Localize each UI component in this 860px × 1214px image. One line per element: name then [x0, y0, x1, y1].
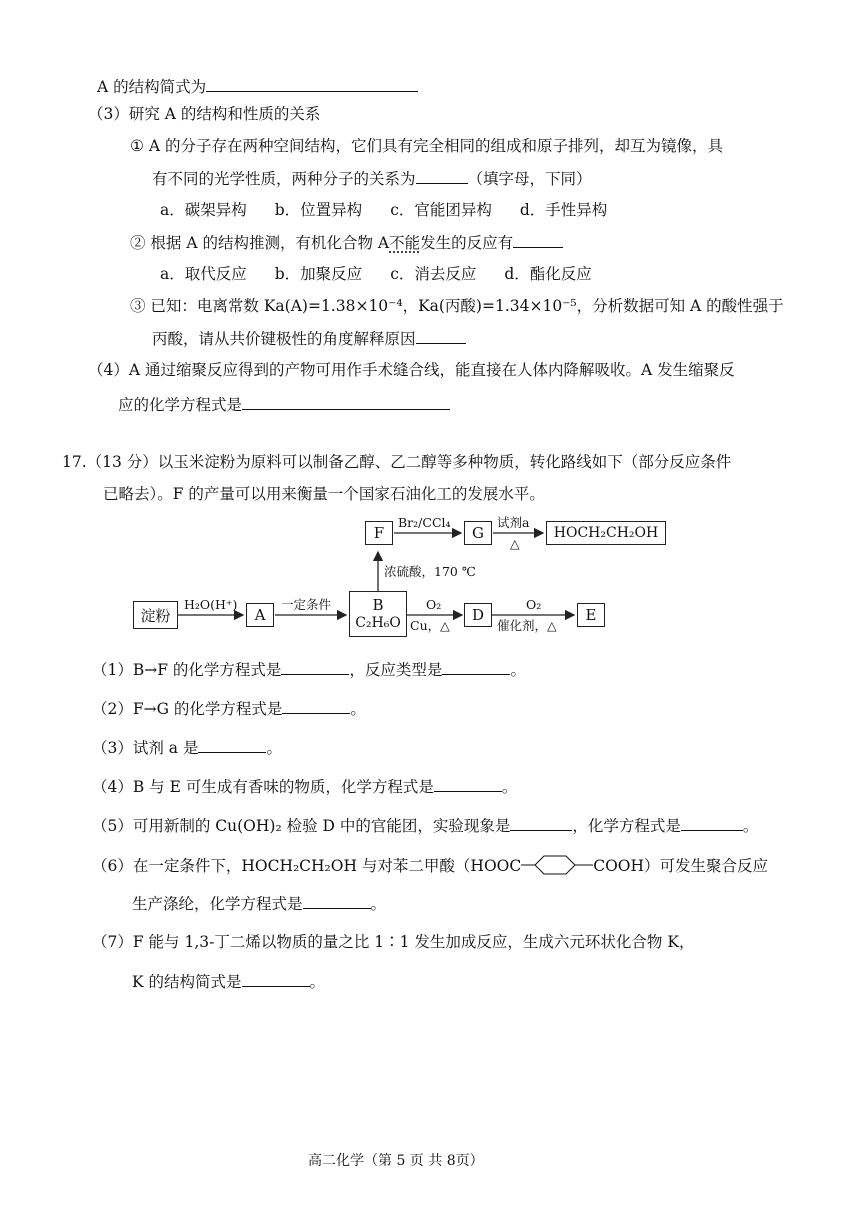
q17-2: （2）F→G 的化学方程式是 。 [92, 700, 366, 718]
answer-blank [303, 893, 371, 909]
answer-blank [442, 659, 510, 675]
q4-line2: 应的化学方程式是 [118, 394, 450, 415]
box-b: B C₂H₆O [349, 591, 407, 637]
label-catalyst: 催化剂，△ [497, 618, 557, 633]
answer-blank [198, 737, 266, 753]
q17-1: （1）B→F 的化学方程式是 ，反应类型是 。 [92, 661, 526, 679]
label-condition: 一定条件 [281, 597, 332, 612]
q17-6-line2: 生产涤纶，化学方程式是 。 [132, 895, 387, 913]
label-h2so4: 浓硫酸，170 ℃ [384, 564, 476, 579]
page-footer: 高二化学（第 5 页 共 8页） [308, 1153, 484, 1169]
benzene-ring-icon [521, 854, 593, 876]
box-d: D [464, 603, 492, 627]
label-o2-1: O₂ [426, 597, 442, 612]
q17-3: （3）试剂 a 是 。 [92, 739, 282, 757]
q17-4: （4）B 与 E 可生成有香味的物质，化学方程式是 。 [92, 778, 518, 796]
q17-intro-line2: 已略去）。F 的产量可以用来衡量一个国家石油化工的发展水平。 [103, 485, 545, 503]
q17-6-line1: （6）在一定条件下，HOCH₂CH₂OH 与对苯二甲酸（HOOC COOH）可发生聚合反应 [92, 854, 768, 876]
q17-7-line2: K 的结构简式是 。 [132, 973, 326, 991]
q3-3-line2: 丙酸，请从共价键极性的角度解释原因 [152, 328, 466, 349]
box-g: G [464, 521, 492, 545]
q3-1-line1: ① A 的分子存在两种空间结构，它们具有完全相同的组成和原子排列，却互为镜像，具 [130, 137, 723, 155]
answer-blank [281, 659, 349, 675]
q17-5: （5）可用新制的 Cu(OH)₂ 检验 D 中的官能团，实验现象是 ，化学方程式是 。 [92, 817, 759, 835]
q3-1-options: a．碳架异构 b．位置异构 c．官能团异构 d．手性异构 [160, 201, 608, 219]
label-heat: △ [510, 536, 520, 551]
q3-2-options: a．取代反应 b．加聚反应 c．消去反应 d．酯化反应 [160, 265, 592, 283]
label-reagent-a: 试剂a [497, 515, 530, 530]
box-a: A [246, 603, 274, 627]
q4-line1: （4）A 通过缩聚反应得到的产物可用作手术缝合线，能直接在人体内降解吸收。A 发生缩聚反 [88, 361, 735, 379]
label-br2: Br₂/CCl₄ [398, 515, 451, 530]
box-starch: 淀粉 [133, 601, 178, 629]
box-e: E [577, 603, 605, 627]
q17-intro-line1: 17.（13 分）以玉米淀粉为原料可以制备乙醇、乙二醇等多种物质，转化路线如下（部分反应条件 [62, 453, 732, 471]
label-o2-2: O₂ [526, 597, 542, 612]
q3-3-line1: ③ 已知：电离常数 Ka(A)=1.38×10⁻⁴，Ka(丙酸)=1.34×10⁻⁵，分析数据可知 A 的酸性强于 [130, 297, 784, 315]
label-h2o: H₂O(H⁺) [184, 597, 238, 612]
answer-blank [242, 971, 310, 987]
structure-prompt: A 的结构简式为 [97, 76, 418, 97]
answer-blank [434, 776, 502, 792]
q17-7-line1: （7）F 能与 1,3-丁二烯以物质的量之比 1∶1 发生加成反应，生成六元环状化合物 K， [92, 933, 695, 951]
answer-blank [681, 815, 743, 831]
q3-1-line2: 有不同的光学性质，两种分子的关系为 （填字母，下同） [152, 170, 592, 188]
answer-blank [282, 698, 350, 714]
box-product: HOCH₂CH₂OH [546, 521, 666, 545]
q3-2-question: ② 根据 A 的结构推测，有机化合物 A不能发生的反应有 [130, 232, 563, 253]
box-f: F [365, 521, 393, 545]
q3-title: （3）研究 A 的结构和性质的关系 [88, 105, 321, 123]
answer-blank [510, 815, 572, 831]
label-cu: Cu，△ [410, 618, 450, 633]
